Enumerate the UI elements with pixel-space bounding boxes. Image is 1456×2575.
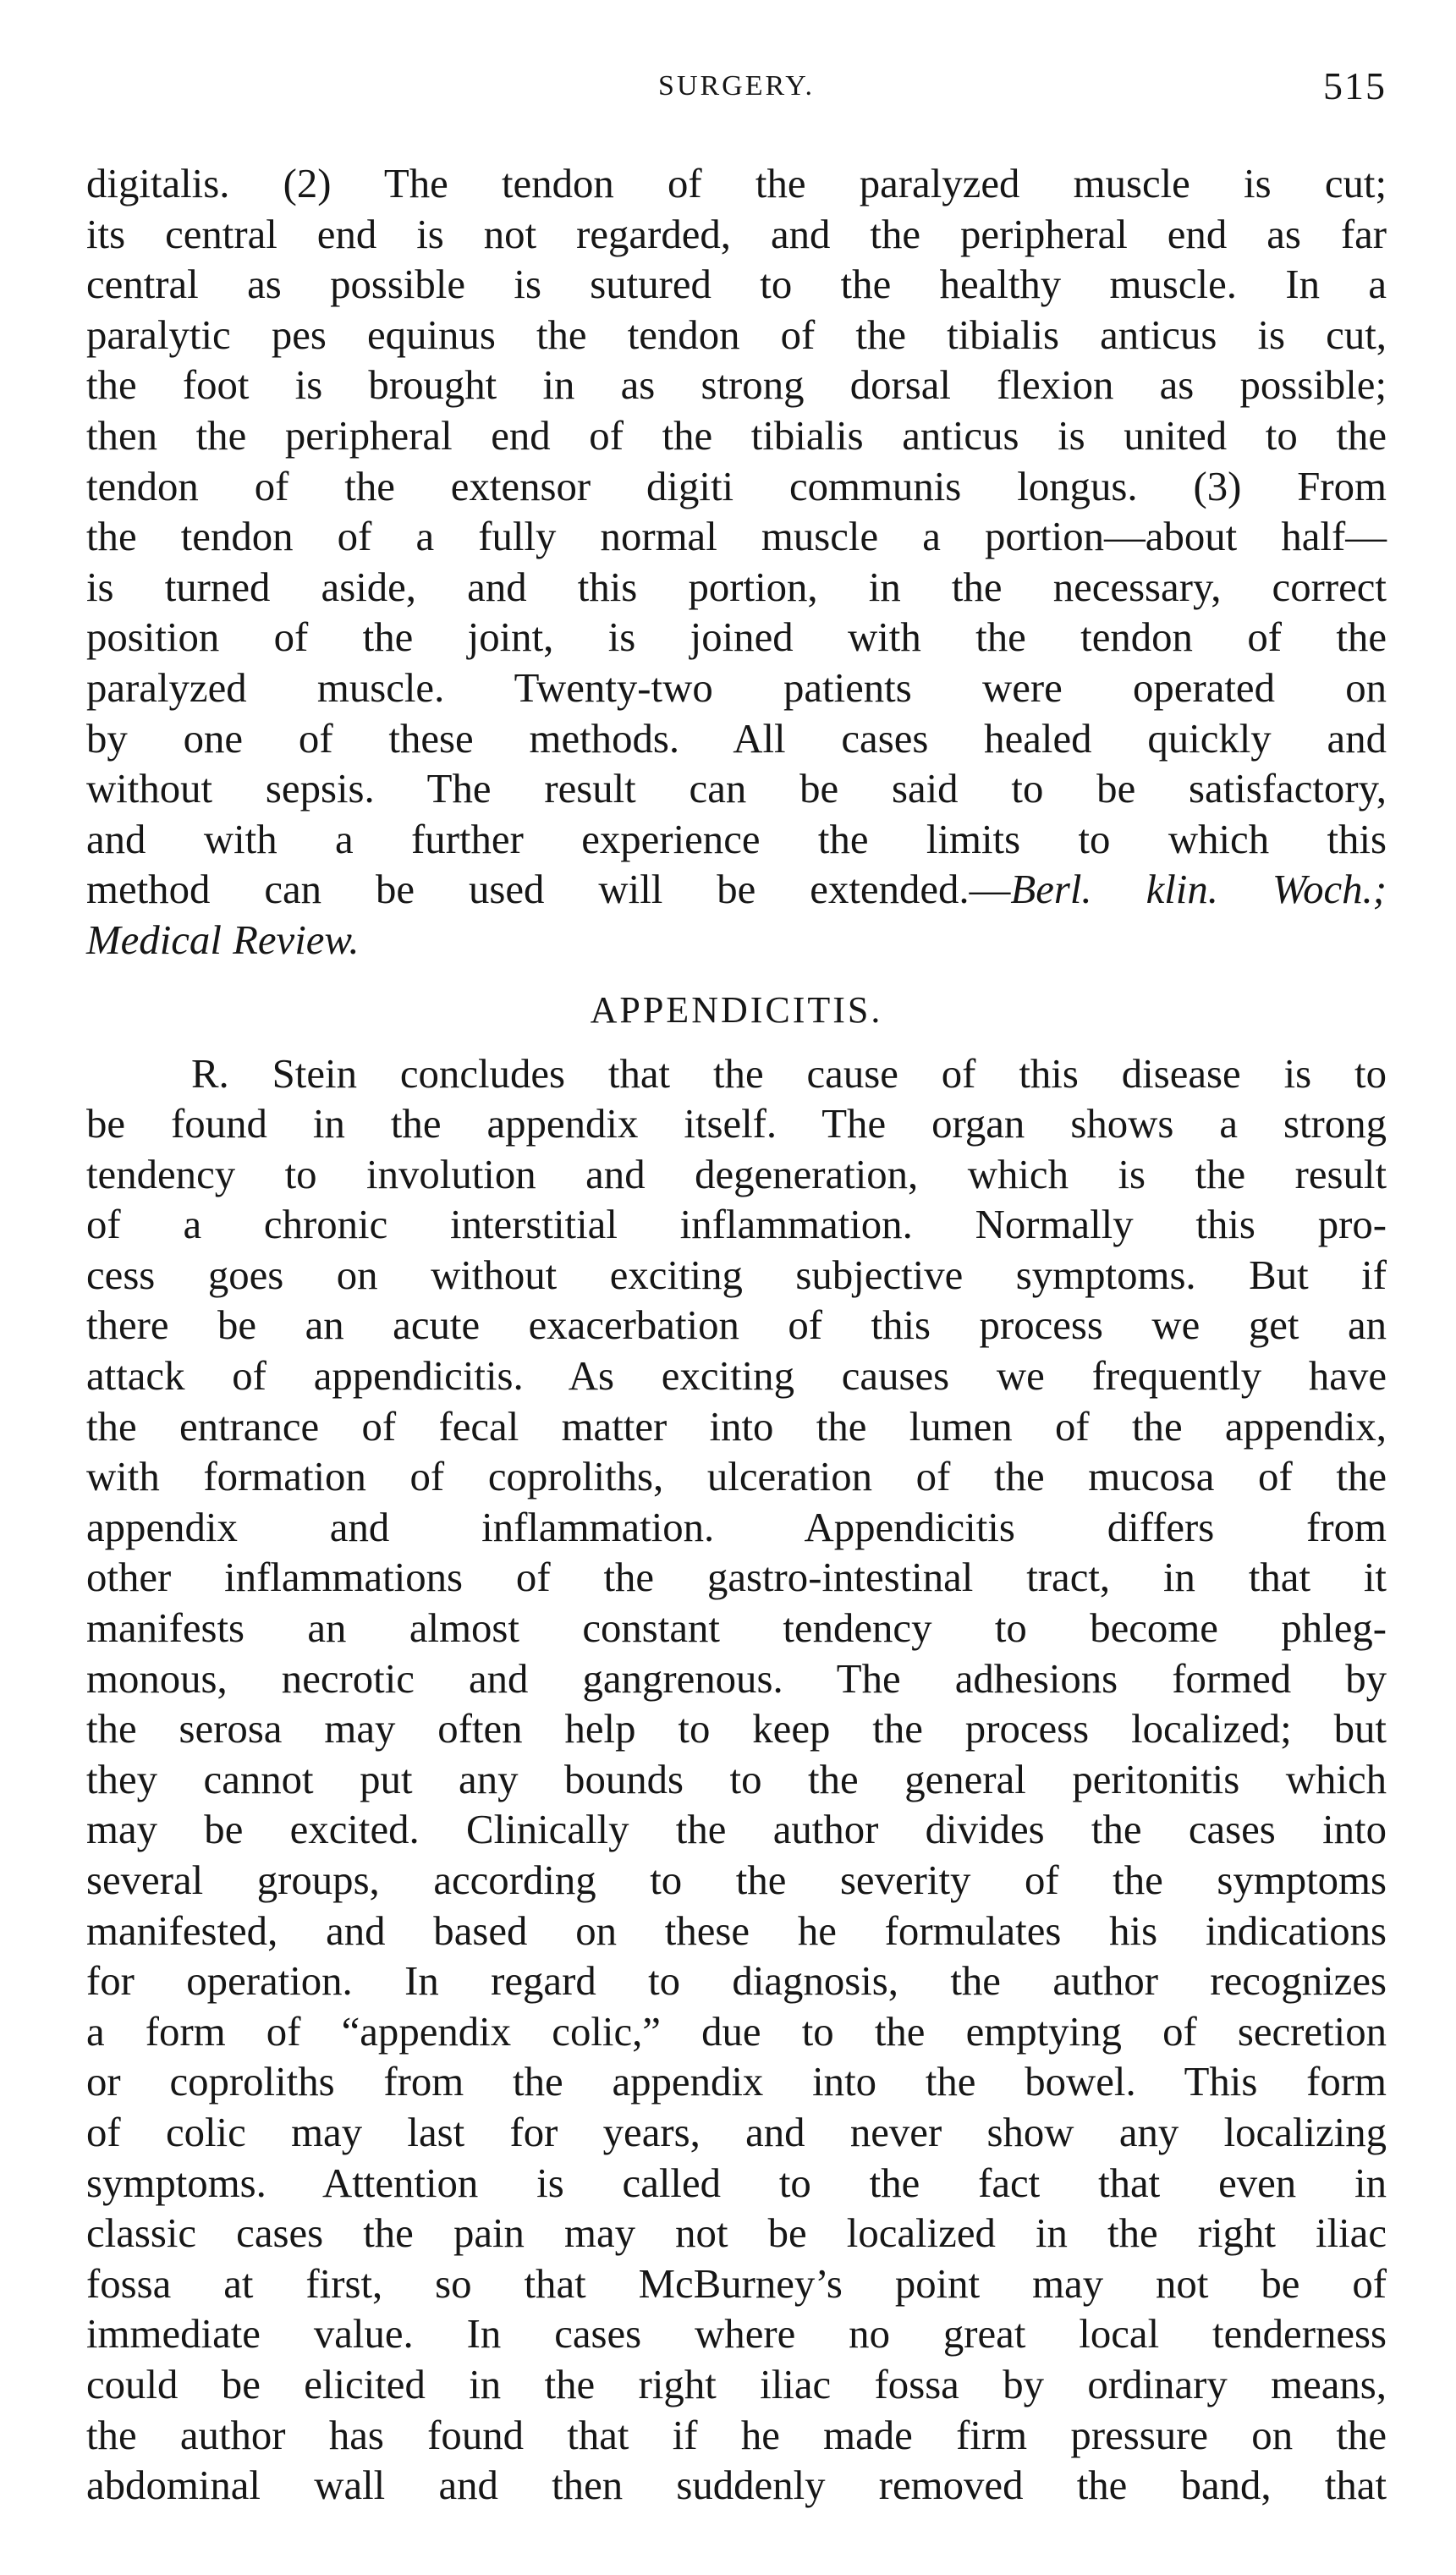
text-line: tendon of the extensor digiti communis longus. (3) From [86, 463, 1387, 509]
running-header [86, 63, 1387, 110]
text-line: be found in the appendix itself. The organ shows a strong [86, 1101, 1387, 1147]
text-line: by one of these methods. All cases healed quickly and [86, 715, 1387, 762]
text-line: the entrance of fecal matter into the lumen of the appendix, [86, 1403, 1387, 1450]
text-line: a form of “appendix colic,” due to the emptying of secretion [86, 2008, 1387, 2055]
article-appendicitis [86, 1049, 1387, 2512]
text-line: the author has found that if he made firm pressure on the [86, 2412, 1387, 2458]
text-line: with formation of coproliths, ulceration of the mucosa of the [86, 1454, 1387, 1500]
section-heading: APPENDICITIS. [590, 988, 883, 1031]
text-line: other inflammations of the gastro-intestinal tract, in that it [86, 1554, 1387, 1601]
text-line: symptoms. Attention is called to the fact that even in [86, 2160, 1387, 2206]
text-line: appendix and inflammation. Appendicitis differs from [86, 1504, 1387, 1550]
text-line: and with a further experience the limits to which this [86, 816, 1387, 862]
text-line: abdominal wall and then suddenly removed the band, that [86, 2462, 1387, 2509]
text-line: cess goes on without exciting subjective symptoms. But if [86, 1252, 1387, 1298]
text-line: digitalis. (2) The tendon of the paralyzed muscle is cut; [86, 161, 1387, 206]
text-line: manifests an almost constant tendency to become phleg- [86, 1605, 1387, 1652]
running-title: SURGERY. [658, 70, 815, 102]
text-fragment: method can be used will be extended.— [86, 867, 1011, 913]
text-line: the foot is brought in as strong dorsal flexion as possible; [86, 362, 1387, 409]
text-line: classic cases the pain may not be localized in the right iliac [86, 2210, 1387, 2257]
text-line: monous, necrotic and gangrenous. The adhesions formed by [86, 1655, 1387, 1702]
article-tendon-transplantation [86, 159, 1387, 966]
text-line: there be an acute exacerbation of this process we get an [86, 1302, 1387, 1349]
text-line: is turned aside, and this portion, in the necessary, correct [86, 564, 1387, 610]
text-line: tendency to involution and degeneration, which is the result [86, 1151, 1387, 1197]
text-line: the serosa may often help to keep the process localized; but [86, 1706, 1387, 1752]
text-line: of a chronic interstitial inflammation. Normally this pro- [86, 1202, 1387, 1248]
text-line: they cannot put any bounds to the general peritonitis which [86, 1756, 1387, 1802]
citation-source: Medical Review. [86, 916, 360, 963]
text-line: manifested, and based on these he formulates his indications [86, 1907, 1387, 1954]
text-line: its central end is not regarded, and the peripheral end as far [86, 211, 1387, 257]
text-line: paralytic pes equinus the tendon of the tibialis anticus is cut, [86, 311, 1387, 358]
text-line: several groups, according to the severity of the symptoms [86, 1857, 1387, 1903]
text-line: attack of appendicitis. As exciting causes we frequently have [86, 1353, 1387, 1400]
text-line: R. Stein concludes that the cause of this disease is to [191, 1050, 1387, 1097]
text-line: could be elicited in the right iliac fossa by ordinary means, [86, 2361, 1387, 2407]
text-line: or coproliths from the appendix into the bowel. This form [86, 2059, 1387, 2105]
text-line: paralyzed muscle. Twenty-two patients were operated on [86, 664, 1387, 711]
text-line: may be excited. Clinically the author divides the cases into [86, 1807, 1387, 1853]
citation-journal: Berl. klin. Woch.; [1010, 867, 1387, 913]
text-line: position of the joint, is joined with the tendon of the [86, 614, 1387, 661]
text-line: fossa at first, so that McBurney’s point may not be of [86, 2260, 1387, 2307]
text-line: then the peripheral end of the tibialis anticus is united to the [86, 412, 1387, 459]
text-line: the tendon of a fully normal muscle a portion—about half— [86, 514, 1387, 560]
text-line: without sepsis. The result can be said to be satisfactory, [86, 766, 1387, 812]
text-line: immediate value. In cases where no great local tenderness [86, 2311, 1387, 2358]
text-line: central as possible is sutured to the healthy muscle. In a [86, 261, 1387, 308]
text-line: for operation. In regard to diagnosis, the author recognizes [86, 1958, 1387, 2005]
text-line [86, 916, 1387, 966]
text-line: of colic may last for years, and never show any localizing [86, 2109, 1387, 2155]
page-number: 515 [1323, 64, 1387, 107]
text-line-with-citation [86, 865, 1387, 916]
